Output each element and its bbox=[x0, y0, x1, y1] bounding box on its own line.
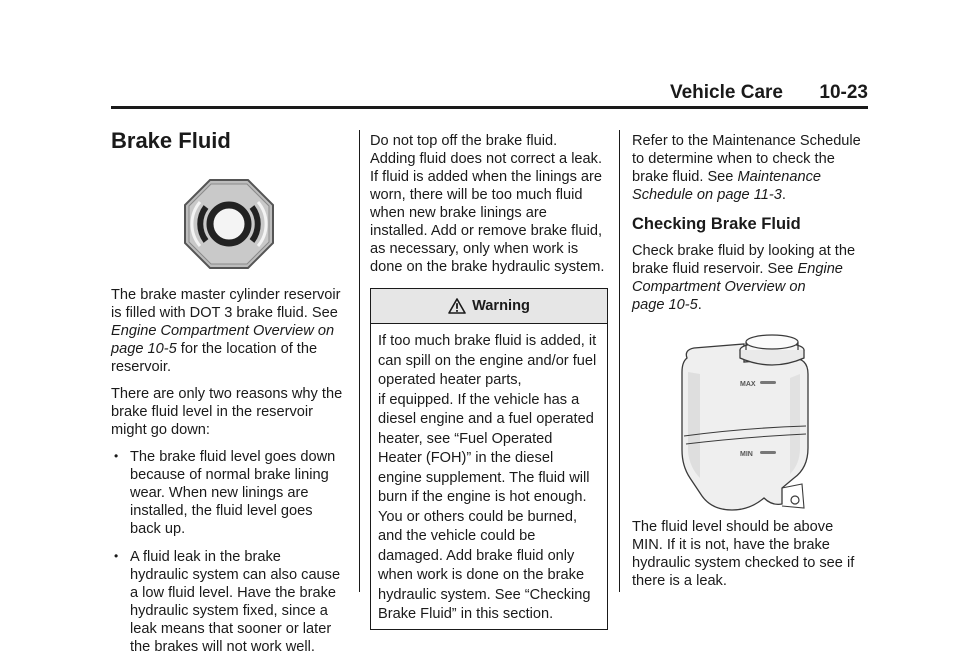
column-divider-1 bbox=[359, 130, 360, 592]
column-1 bbox=[111, 128, 351, 666]
cross-reference[interactable]: Schedule on page 11-3 bbox=[632, 187, 782, 203]
warning-triangle-icon bbox=[448, 298, 466, 314]
brake-fluid-reservoir-icon bbox=[632, 328, 868, 518]
paragraph-reservoir: The brake master cylinder reservoir is filled with DOT 3 brake fluid. See Engine Compartment Overview on page 10-5 for the location of the reservoir. bbox=[111, 287, 341, 375]
bullet-icon: • bbox=[114, 549, 119, 563]
cross-reference[interactable]: Maintenance bbox=[737, 169, 822, 185]
paragraph-reasons: There are only two reasons why the brake fluid level in the reservoir might go down: bbox=[111, 386, 343, 438]
page-header bbox=[111, 84, 868, 109]
cross-reference[interactable]: page 10-5 bbox=[111, 341, 177, 357]
paragraph-schedule: Refer to the Maintenance Schedule to determine when to check the brake fluid. See Maintenance Schedule on page 11-3. bbox=[632, 133, 861, 203]
section-title: Vehicle Care bbox=[669, 82, 783, 103]
paragraph-top-off: Do not top off the brake fluid. Adding fluid does not correct a leak. If fluid is added when the linings are worn, there will be too much fluid when new brake linings are installed. Add or remove brake fluid, as necessary, only when work is done on the brake hydraulic system. bbox=[370, 133, 605, 275]
page-number: 10-23 bbox=[819, 82, 868, 103]
max-label: MAX bbox=[740, 381, 756, 388]
column-2 bbox=[370, 132, 608, 630]
bullet-icon: • bbox=[114, 449, 119, 463]
min-label: MIN bbox=[740, 451, 753, 458]
cross-reference[interactable]: page 10-5 bbox=[632, 297, 698, 313]
paragraph-level: The fluid level should be above MIN. If it is not, have the brake hydraulic system checked to see if there is a leak. bbox=[632, 519, 855, 589]
warning-header bbox=[371, 289, 607, 324]
column-3 bbox=[632, 132, 868, 599]
warning-body: If too much brake fluid is added, it can spill on the engine and/or fuel operated heater parts, if equipped. If the vehicle has a diesel engine and a fuel operated heater, see “Fuel Operated Heater (FOH)” in the diesel engine supplement. The fluid will burn if the engine is hot enough. You or others could be burned, and the vehicle could be damaged. Add brake fluid only when work is done on the brake hydraulic system. See “Checking Brake Fluid” in this section. bbox=[378, 333, 597, 622]
paragraph-check: Check brake fluid by looking at the brake fluid reservoir. See Engine Compartment Overview on page 10-5. bbox=[632, 243, 856, 313]
list-item: • A fluid leak in the brake hydraulic system can also cause a low fluid level. Have the brake hydraulic system fixed, since a leak means that sooner or later the brakes will not work well. bbox=[114, 549, 341, 655]
section-heading: Brake Fluid bbox=[111, 128, 231, 153]
warning-box bbox=[370, 288, 608, 630]
reasons-list bbox=[111, 448, 351, 656]
subsection-heading: Checking Brake Fluid bbox=[632, 215, 801, 233]
cross-reference[interactable]: Compartment Overview on bbox=[632, 279, 806, 295]
cross-reference[interactable]: Engine Compartment Overview on bbox=[111, 323, 335, 339]
list-item: • The brake fluid level goes down because of normal brake lining wear. When new linings are installed, the fluid level goes back up. bbox=[114, 449, 336, 537]
brake-icon-container bbox=[111, 178, 351, 274]
warning-title: Warning bbox=[472, 298, 530, 314]
column-divider-2 bbox=[619, 130, 620, 592]
cross-reference[interactable]: Engine bbox=[797, 261, 843, 277]
reservoir-illustration bbox=[632, 328, 868, 518]
brake-warning-icon bbox=[183, 178, 275, 270]
